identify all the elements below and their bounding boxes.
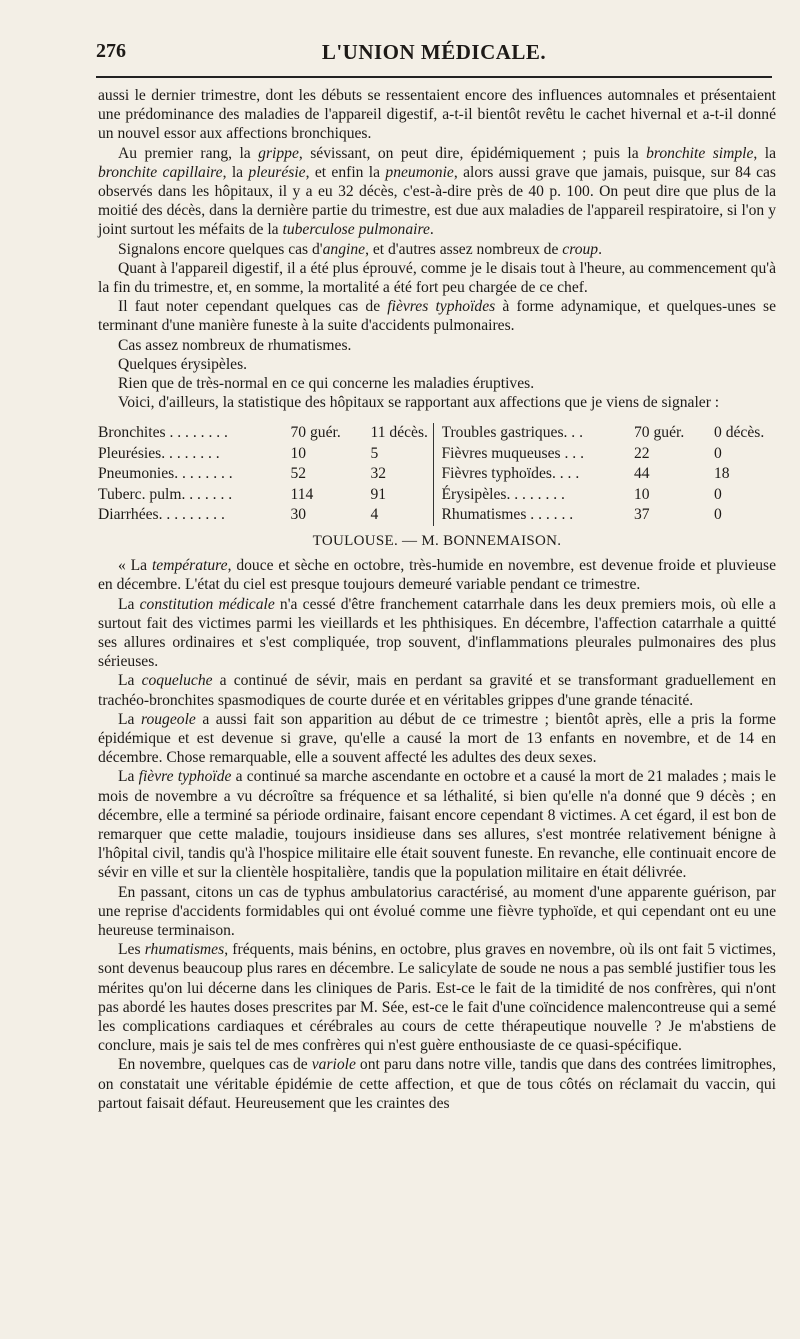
text-run: a continué sa marche ascendante en octobre et a causé la mort de 21 malades ; mais le mois de novembre a vu décroître sa fréquence et sa léthalité, si bien qu'elle n'a donné que 9 décès ; en décembre, elle a terminé sa période ordinaire, faisant encore cependant 8 victimes. A cet égard, il est bon de remarquer que cette maladie, toujours insidieuse dans ses allures, s'est montrée relativement bénigne à l'hôpital civil, tandis qu'à l'hospice militaire elle était souvent funeste. En revanche, elle continuait encore de sévir en ville et sur la clientèle hospitalière, tandis que la population militaire en était délivrée. <box>98 768 776 882</box>
death-count: 0 <box>714 506 722 524</box>
italic-term: variole <box>311 1056 356 1074</box>
text-run: n'a cessé d'être franchement catarrhale dans les deux premiers mois, où elle a surtout fait des victimes parmi les vieillards et les phthisiques. En décembre, l'affection catarrhale a quitté ses allures ordinaires et s'est compliquée, trop souvent, d'inflammations pleurales pulmonaires des plus sérieuses. <box>98 595 776 671</box>
text-run: . <box>598 240 603 258</box>
italic-term: croup <box>562 240 599 258</box>
section-heading: TOULOUSE. — M. BONNEMAISON. <box>312 532 562 549</box>
stats-row <box>98 505 433 526</box>
death-count: 5 <box>370 444 379 462</box>
paragraph <box>98 393 776 412</box>
text-run: ont paru dans notre ville, tandis que dans des contrées limitrophes, on constatait une véritable épidémie de cette affection, et que de tous côtés on réclamait du vaccin, qui partout faisait défaut. Heureusement que les craintes des <box>98 1056 776 1112</box>
text-run: , et d'autres assez nombreux de <box>365 240 563 258</box>
italic-term: bronchite capillaire <box>98 163 223 181</box>
text-run: , la <box>222 163 249 181</box>
death-count: 0 décès. <box>714 424 765 442</box>
italic-term: fièvre typhoïde <box>138 768 232 786</box>
stats-row <box>442 505 777 526</box>
paragraph <box>98 240 776 259</box>
cured-count: 52 <box>290 465 307 483</box>
text-run: Au premier rang, la <box>118 144 259 162</box>
text-run: , douce et sèche en octobre, très-humide en novembre, est devenue froide et pluvieuse en décembre. L'état du ciel est presque toujours demeuré variable pendant ce trimestre. <box>98 557 777 594</box>
text-run: En novembre, quelques cas de <box>118 1056 312 1074</box>
paragraph <box>98 883 776 941</box>
text-run: « La <box>118 557 152 575</box>
italic-term: constitution médicale <box>139 595 275 613</box>
cured-count: 10 <box>290 444 307 462</box>
stats-row <box>442 464 777 485</box>
italic-term: pneumonie <box>385 163 454 181</box>
body-text <box>98 86 776 1113</box>
death-count: 18 <box>714 465 730 483</box>
stats-column-right <box>433 423 777 526</box>
paragraph <box>98 710 776 768</box>
italic-term: rhumatismes <box>144 941 225 959</box>
disease-label: Fièvres typhoïdes. . . . <box>441 465 580 483</box>
stats-row <box>442 444 777 465</box>
paragraph <box>98 556 776 594</box>
cured-count: 37 <box>634 506 650 524</box>
stats-row <box>442 485 777 506</box>
italic-term: température <box>151 557 228 575</box>
text-run: La <box>118 595 140 613</box>
paragraph <box>98 86 776 144</box>
stats-row <box>98 423 433 444</box>
disease-label: Pleurésies. . . . . . . . <box>98 444 220 462</box>
paragraph <box>98 1055 776 1113</box>
disease-label: Fièvres muqueuses . . . <box>441 444 584 462</box>
text-run: En passant, citons un cas de typhus ambulatorius caractérisé, au moment d'une apparente guérison, par une reprise d'accidents formidables qui ont évolué comme une fièvre typhoïde, et qui cependant ont eu une heureuse terminaison. <box>98 883 776 940</box>
italic-term: coqueluche <box>141 672 213 690</box>
text-run: , sévissant, on peut dire, épidémiquement ; puis la <box>298 144 647 162</box>
paragraph <box>98 595 776 672</box>
paragraph <box>98 374 776 393</box>
running-title: L'UNION MÉDICALE. <box>321 40 547 64</box>
cured-count: 22 <box>634 444 650 462</box>
stats-row <box>98 464 433 485</box>
text-run: Signalons encore quelques cas d' <box>118 240 323 258</box>
paragraph <box>98 297 776 335</box>
paragraph <box>98 144 776 240</box>
paragraph <box>98 355 776 374</box>
text-run: Quant à l'appareil digestif, il a été plus éprouvé, comme je le disais tout à l'heure, au commencement qu'à la fin du trimestre, et, en somme, la mortalité a été fort peu chargée de ce chef. <box>98 259 776 297</box>
text-run: Voici, d'ailleurs, la statistique des hôpitaux se rapportant aux affections que je viens de signaler : <box>118 394 720 412</box>
paragraph <box>98 940 776 1055</box>
italic-term: pleurésie <box>248 163 306 181</box>
disease-label: Érysipèles. . . . . . . . <box>441 485 565 503</box>
stats-row <box>442 423 777 444</box>
text-run: , fréquents, mais bénins, en octobre, plus graves en novembre, où ils ont fait 5 victimes, sont devenus beaucoup plus rares en décembre. Le salicylate de soude ne nous a pas semblé justifier tous les mérites qu'on lui décerne dans les cliniques de Paris. Est-ce le fait de la timidité de nos confrères, qui n'ont pas abordé les hautes doses prescrites par M. Sée, est-ce le fait d'une coïncidence malencontreuse qui a semé les complications cardiaques et cérébrales au cours de cette thérapeutique nouvelle ? Je m'abstiens de conclure, mais je sais tel de mes confrères qui n'est guère enthousiaste de ce quasi-spécifique. <box>98 941 776 1055</box>
italic-term: grippe <box>258 144 299 162</box>
text-run: aussi le dernier trimestre, dont les débuts se ressentaient encore des influences automnales et présentaient une prédominance des maladies de l'appareil digestif, a-t-il bientôt revêtu le cachet hivernal et a-t-il donné un nouvel essor aux affections bronchiques. <box>98 87 776 143</box>
header-rule <box>96 76 772 78</box>
page-number: 276 <box>96 40 126 62</box>
paragraph <box>98 767 776 882</box>
disease-label: Troubles gastriques. . . <box>441 424 584 442</box>
text-run: La <box>118 672 142 690</box>
text-run: , la <box>753 144 776 162</box>
text-run: Quelques érysipèles. <box>118 355 248 373</box>
stats-row <box>98 485 433 506</box>
text-run: a continué de sévir, mais en perdant sa gravité et se transformant graduellement en trachéo-bronchites spasmodiques de courte durée et en véritables grippes d'une grande ténacité. <box>98 672 776 709</box>
cured-count: 114 <box>290 485 314 503</box>
text-run: La <box>118 710 141 728</box>
text-run: Les <box>118 941 145 959</box>
death-count: 11 décès. <box>370 424 428 442</box>
italic-term: rougeole <box>140 710 196 728</box>
text-run: à forme adynamique, et quelques-unes se terminant d'une manière funeste à la suite d'accidents pulmonaires. <box>98 298 776 335</box>
text-run: , et enfin la <box>305 163 386 181</box>
italic-term: tuberculose pulmonaire <box>282 221 430 239</box>
death-count: 0 <box>714 485 722 503</box>
paragraph <box>98 336 776 355</box>
cured-count: 30 <box>290 506 307 524</box>
disease-label: Diarrhées. . . . . . . . . <box>98 506 225 524</box>
death-count: 32 <box>370 465 387 483</box>
text-run: Rien que de très-normal en ce qui concerne les maladies éruptives. <box>118 375 535 393</box>
disease-label: Pneumonies. . . . . . . . <box>98 465 233 483</box>
stats-row <box>98 444 433 465</box>
cured-count: 44 <box>634 465 650 483</box>
text-run: La <box>118 768 139 786</box>
italic-term: fièvres typhoïdes <box>387 298 496 316</box>
italic-term: angine <box>322 240 366 258</box>
text-run: Cas assez nombreux de rhumatismes. <box>118 336 352 354</box>
disease-label: Tuberc. pulm. . . . . . . <box>98 485 233 503</box>
page-header <box>96 40 772 70</box>
text-run: , alors aussi grave que jamais, puisque, sur 84 cas observés dans les hôpitaux, il y a eu 32 décès, c'est-à-dire près de 40 p. 100. On peut dire que plus de la moitié des décès, dans la dernière partie du trimestre, est due aux maladies de l'appareil respiratoire, si l'on y joint surtout les méfaits de la <box>98 163 777 239</box>
cured-count: 10 <box>634 485 650 503</box>
cured-count: 70 guér. <box>290 424 341 442</box>
disease-label: Rhumatismes . . . . . . <box>441 506 574 524</box>
stats-column-left <box>98 423 433 526</box>
death-count: 4 <box>370 506 379 524</box>
text-run: a aussi fait son apparition au début de ce trimestre ; bientôt après, elle a pris la forme épidémique et est devenue si grave, qu'elle a causé la mort de 13 enfants en novembre, et de 14 en décembre. Chose remarquable, elle a souvent affecté les adultes des deux sexes. <box>98 710 776 767</box>
death-count: 91 <box>370 485 387 503</box>
italic-term: bronchite simple <box>646 144 754 162</box>
death-count: 0 <box>714 444 722 462</box>
paragraph <box>98 259 776 297</box>
hospital-statistics-table <box>98 423 776 526</box>
cured-count: 70 guér. <box>634 424 685 442</box>
text-run: Il faut noter cependant quelques cas de <box>118 298 388 316</box>
disease-label: Bronchites . . . . . . . . <box>98 424 228 442</box>
text-run: . <box>429 221 434 239</box>
paragraph <box>98 671 776 709</box>
